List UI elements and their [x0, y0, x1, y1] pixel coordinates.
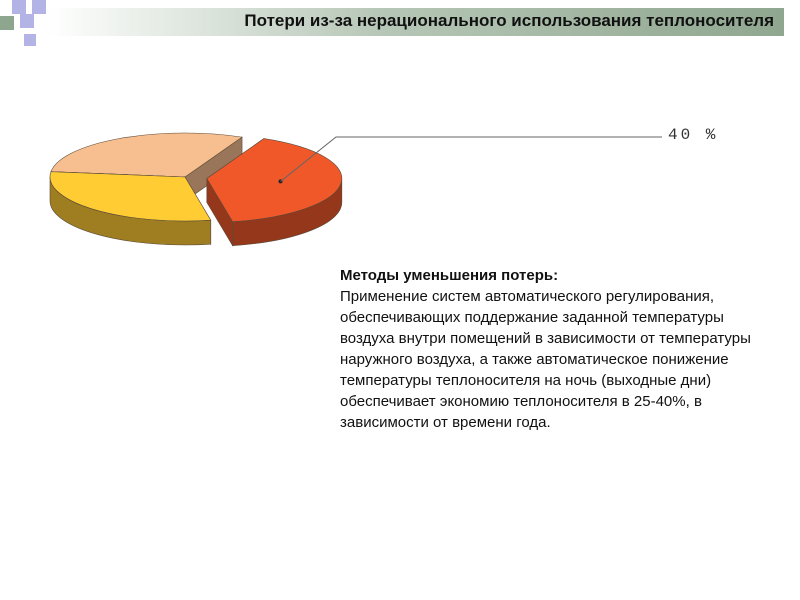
- pie-slice-1: [50, 172, 211, 245]
- methods-text-block: [340, 265, 780, 433]
- slice-percentage-label: 40 %: [668, 126, 719, 144]
- methods-body: Применение систем автоматического регулирования, обеспечивающих поддержание заданной температуры воздуха внутри помещений в зависимости от температуры наружного воздуха, а также автоматическое понижение температуры теплоносителя на ночь (выходные дни) обеспечивает экономию теплоносителя в 25-40%, в зависимости от времени года.: [340, 288, 751, 431]
- page-title: Потери из-за нерационального использования теплоносителя: [244, 11, 774, 30]
- pie-chart: [0, 0, 800, 260]
- methods-heading: Методы уменьшения потерь:: [340, 267, 559, 284]
